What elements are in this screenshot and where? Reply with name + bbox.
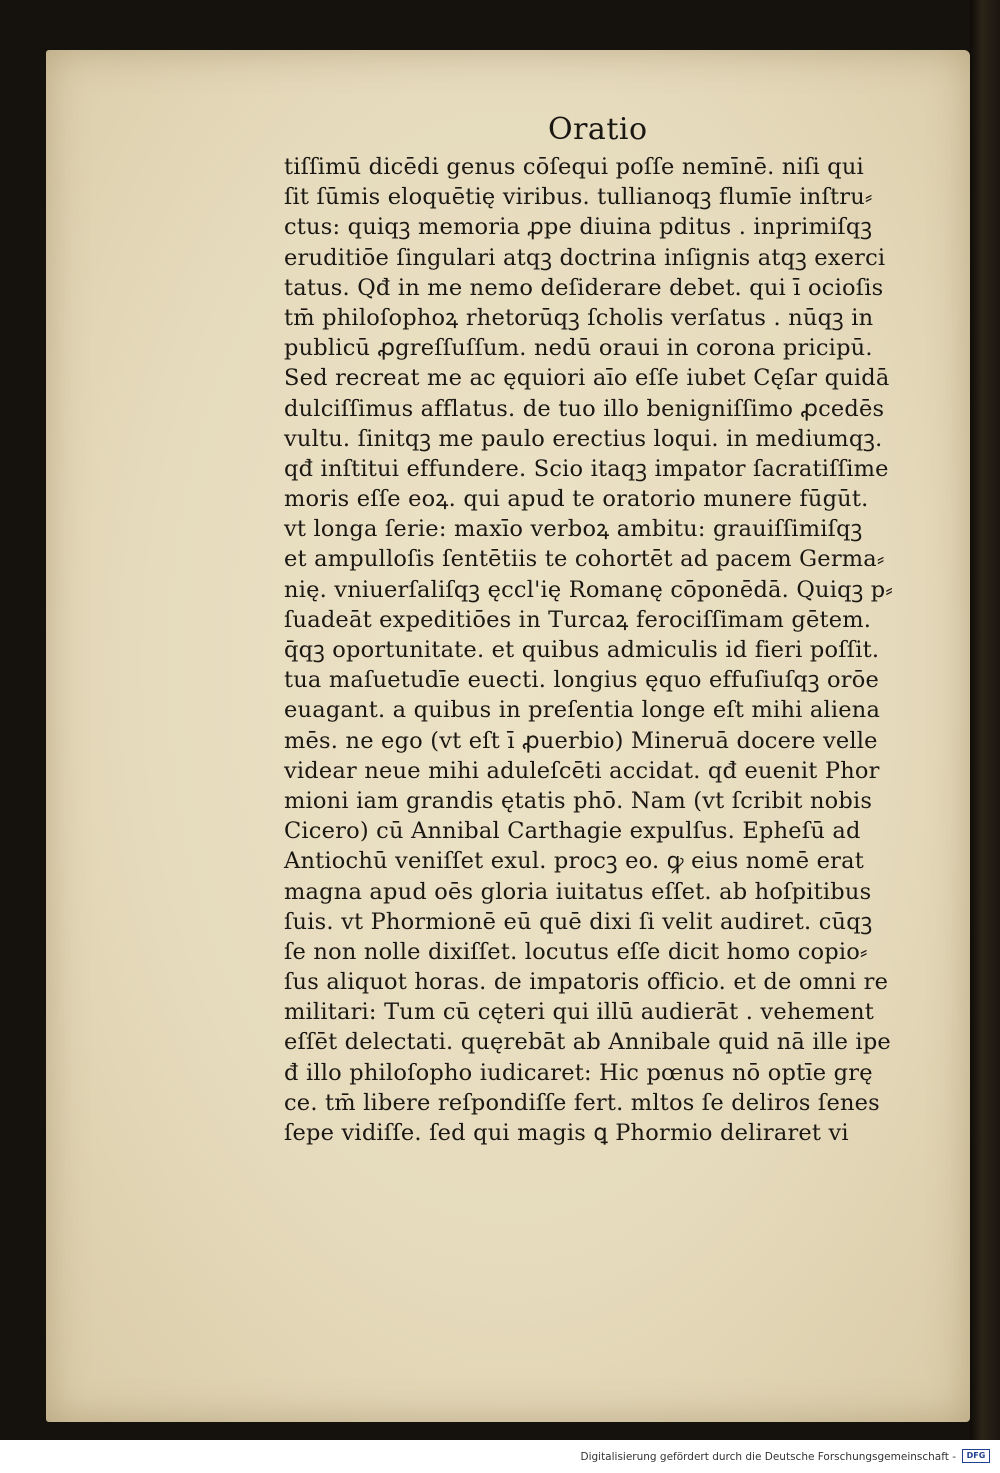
- text-line: eruditiōe ſingulari atqꝫ doctrina inſignis atqꝫ exerci: [284, 244, 886, 271]
- text-line: vt longa ſerie: maxīo verboꝝ ambitu: grauiſſimiſqꝫ: [284, 516, 863, 543]
- text-line: ſit ſūmis eloquētię viribus. tullianoqꝫ flumīe inſtru⸗: [284, 184, 873, 211]
- text-line: tm̄ philoſophoꝝ rhetorūqꝫ ſcholis verſatus . nūqꝫ in: [284, 304, 874, 331]
- dfg-logo-icon: DFG: [962, 1449, 990, 1463]
- footer-credit: Digitalisierung gefördert durch die Deutsche Forschungsgemeinschaft -: [580, 1451, 956, 1463]
- text-line: q̄qꝫ oportunitate. et quibus admiculis id fieri poſſit.: [284, 637, 880, 663]
- footer-bar: [0, 1440, 1000, 1473]
- text-line: qđ inſtitui effundere. Scio itaqꝫ impator ſacratiſſime: [284, 455, 889, 482]
- text-line: tiſſimū dicēdi genus cōſequi poſſe nemīnē. niſi qui: [284, 154, 864, 180]
- text-line: publicū ꝓgreſſuſſum. nedū oraui in corona pricipū.: [284, 335, 873, 362]
- text-line: dulciſſimus afflatus. de tuo illo benigniſſimo ꝓcedēs: [284, 395, 885, 422]
- text-line: videar neue mihi aduleſcēti accidat. qđ euenit Phor: [284, 757, 880, 784]
- text-line: đ illo philoſopho iudicaret: Hic pœnus nō optīe grę: [284, 1059, 873, 1086]
- text-line: militari: Tum cū cęteri qui illū audierāt . vehement: [284, 999, 875, 1026]
- text-line: tatus. Qđ in me nemo deſiderare debet. qui ī ocioſis: [284, 274, 884, 301]
- text-line: ſe non nolle dixiſſet. locutus eſſe dicit homo copio⸗: [284, 938, 868, 965]
- text-line: et ampulloſis ſentētiis te cohortēt ad pacem Germa⸗: [284, 546, 885, 573]
- text-line: tua maſuetudīe euecti. longius ęquo effuſiuſqꝫ orōe: [284, 667, 879, 694]
- text-line: mēs. ne ego (vt eſt ī ꝓuerbio) Mineruā docere velle: [284, 727, 878, 754]
- running-head: Oratio: [548, 112, 648, 147]
- text-block: [284, 152, 944, 1148]
- text-line: ce. tm̄ libere reſpondiſſe fert. mltos ſe deliros ſenes: [284, 1089, 880, 1116]
- text-line: mioni iam grandis ętatis phō. Nam (vt ſcribit nobis: [284, 787, 873, 814]
- text-line: eſſēt delectati. quęrebāt ab Annibale quid nā ille ipe: [284, 1029, 891, 1056]
- text-line: ſuis. vt Phormionē eū quē dixi ſi velit audiret. cūqꝫ: [284, 908, 873, 935]
- text-line: Antiochū veniſſet exul. procꝫ eo. ꝙ eius nomē erat: [284, 848, 864, 875]
- text-line: vultu. ſinitqꝫ me paulo erectius loqui. in mediumqꝫ.: [284, 425, 883, 452]
- text-line: euagant. a quibus in preſentia longe eſt mihi aliena: [284, 697, 881, 724]
- text-line: ſus aliquot horas. de impatoris officio. et de omni re: [284, 969, 889, 996]
- text-line: nię. vniuerſaliſqꝫ ęccl'ię Romanę cōponēdā. Quiqꝫ p⸗: [284, 576, 894, 603]
- text-line: ctus: quiqꝫ memoria ꝓpe diuina pditus . inprimiſqꝫ: [284, 214, 873, 241]
- text-line: Cicero) cū Annibal Carthagie expulſus. Epheſū ad: [284, 818, 861, 845]
- text-line: magna apud oēs gloria iuitatus eſſet. ab hoſpitibus: [284, 878, 872, 905]
- text-line: Sed recreat me ac ęquiori aīo eſſe iubet Cęſar quidā: [284, 365, 890, 392]
- text-line: moris eſſe eoꝝ. qui apud te oratorio munere fūgūt.: [284, 486, 869, 513]
- text-line: ſepe vidiſſe. ſed qui magis ꝗ Phormio deliraret vi: [284, 1120, 849, 1146]
- book-gutter: [970, 0, 1000, 1440]
- text-line: ſuadeāt expeditiōes in Turcaꝝ ferociſſimam gētem.: [284, 606, 872, 633]
